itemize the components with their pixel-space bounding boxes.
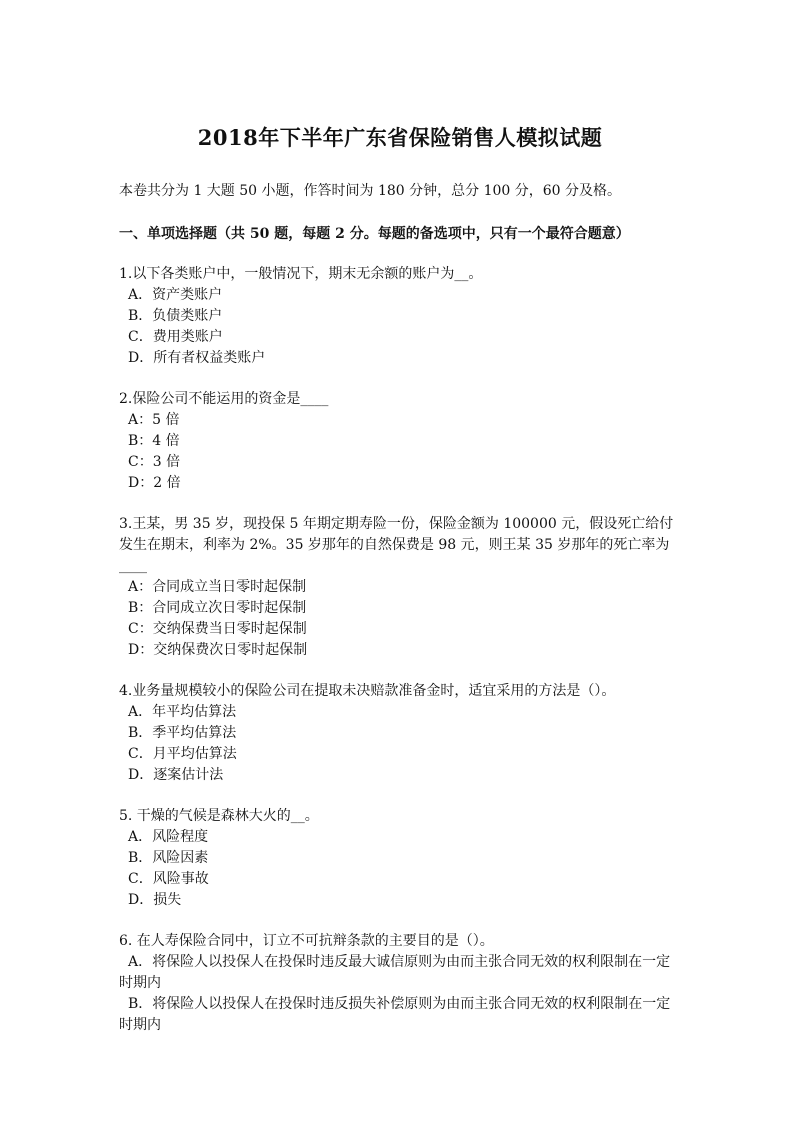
option-b: B：4 倍 (128, 433, 180, 449)
question-5 (119, 806, 679, 911)
option-a: A．将保险人以投保人在投保时违反最大诚信原则为由而主张合同无效的权利限制在一定时期内 (119, 954, 671, 991)
option-d: D：2 倍 (128, 475, 181, 491)
option-c: C．费用类账户 (128, 329, 223, 345)
question-stem: 3.王某，男 35 岁，现投保 5 年期定期寿险一份，保险金额为 100000 元，假设死亡给付发生在期末，利率为 2%。35 岁那年的自然保费是 98 元，则王某 35 岁那年的死亡率为____ (119, 516, 674, 574)
option-a: A：合同成立当日零时起保制 (128, 579, 307, 595)
option-b: B．风险因素 (128, 850, 209, 866)
option-b: B：合同成立次日零时起保制 (128, 600, 307, 616)
option-d: D．损失 (128, 892, 182, 908)
option-d: D．逐案估计法 (128, 767, 224, 783)
question-stem: 1.以下各类账户中，一般情况下，期末无余额的账户为__。 (119, 266, 483, 282)
option-a: A．年平均估算法 (128, 704, 237, 720)
option-c: C．月平均估算法 (128, 746, 237, 762)
question-stem: 5. 干燥的气候是森林大火的__。 (119, 808, 319, 824)
question-stem: 2.保险公司不能运用的资金是____ (119, 391, 329, 407)
option-a: A：5 倍 (128, 412, 180, 428)
option-b: B．将保险人以投保人在投保时违反损失补偿原则为由而主张合同无效的权利限制在一定时期内 (119, 996, 671, 1033)
question-3 (119, 514, 679, 661)
question-4 (119, 681, 679, 786)
option-c: C：交纳保费当日零时起保制 (128, 621, 307, 637)
option-a: A．资产类账户 (128, 287, 223, 303)
option-a: A．风险程度 (128, 829, 209, 845)
question-stem: 6. 在人寿保险合同中，订立不可抗辩条款的主要目的是（）。 (119, 933, 494, 949)
option-b: B．季平均估算法 (128, 725, 237, 741)
question-2 (119, 389, 679, 494)
option-c: C：3 倍 (128, 454, 181, 470)
question-stem: 4.业务量规模较小的保险公司在提取未决赔款准备金时，适宜采用的方法是（）。 (119, 683, 616, 699)
question-6 (119, 931, 679, 1036)
option-d: D．所有者权益类账户 (128, 350, 266, 366)
exam-intro: 本卷共分为 1 大题 50 小题，作答时间为 180 分钟，总分 100 分，60 分及格。 (119, 183, 622, 199)
question-1 (119, 264, 679, 369)
option-b: B．负债类账户 (128, 308, 223, 324)
section-heading: 一、单项选择题（共 50 题，每题 2 分。每题的备选项中，只有一个最符合题意） (119, 226, 630, 242)
option-d: D：交纳保费次日零时起保制 (128, 642, 308, 658)
document-title: 2018年下半年广东省保险销售人模拟试题 (197, 125, 603, 150)
option-c: C．风险事故 (128, 871, 209, 887)
question-list (119, 264, 679, 1056)
